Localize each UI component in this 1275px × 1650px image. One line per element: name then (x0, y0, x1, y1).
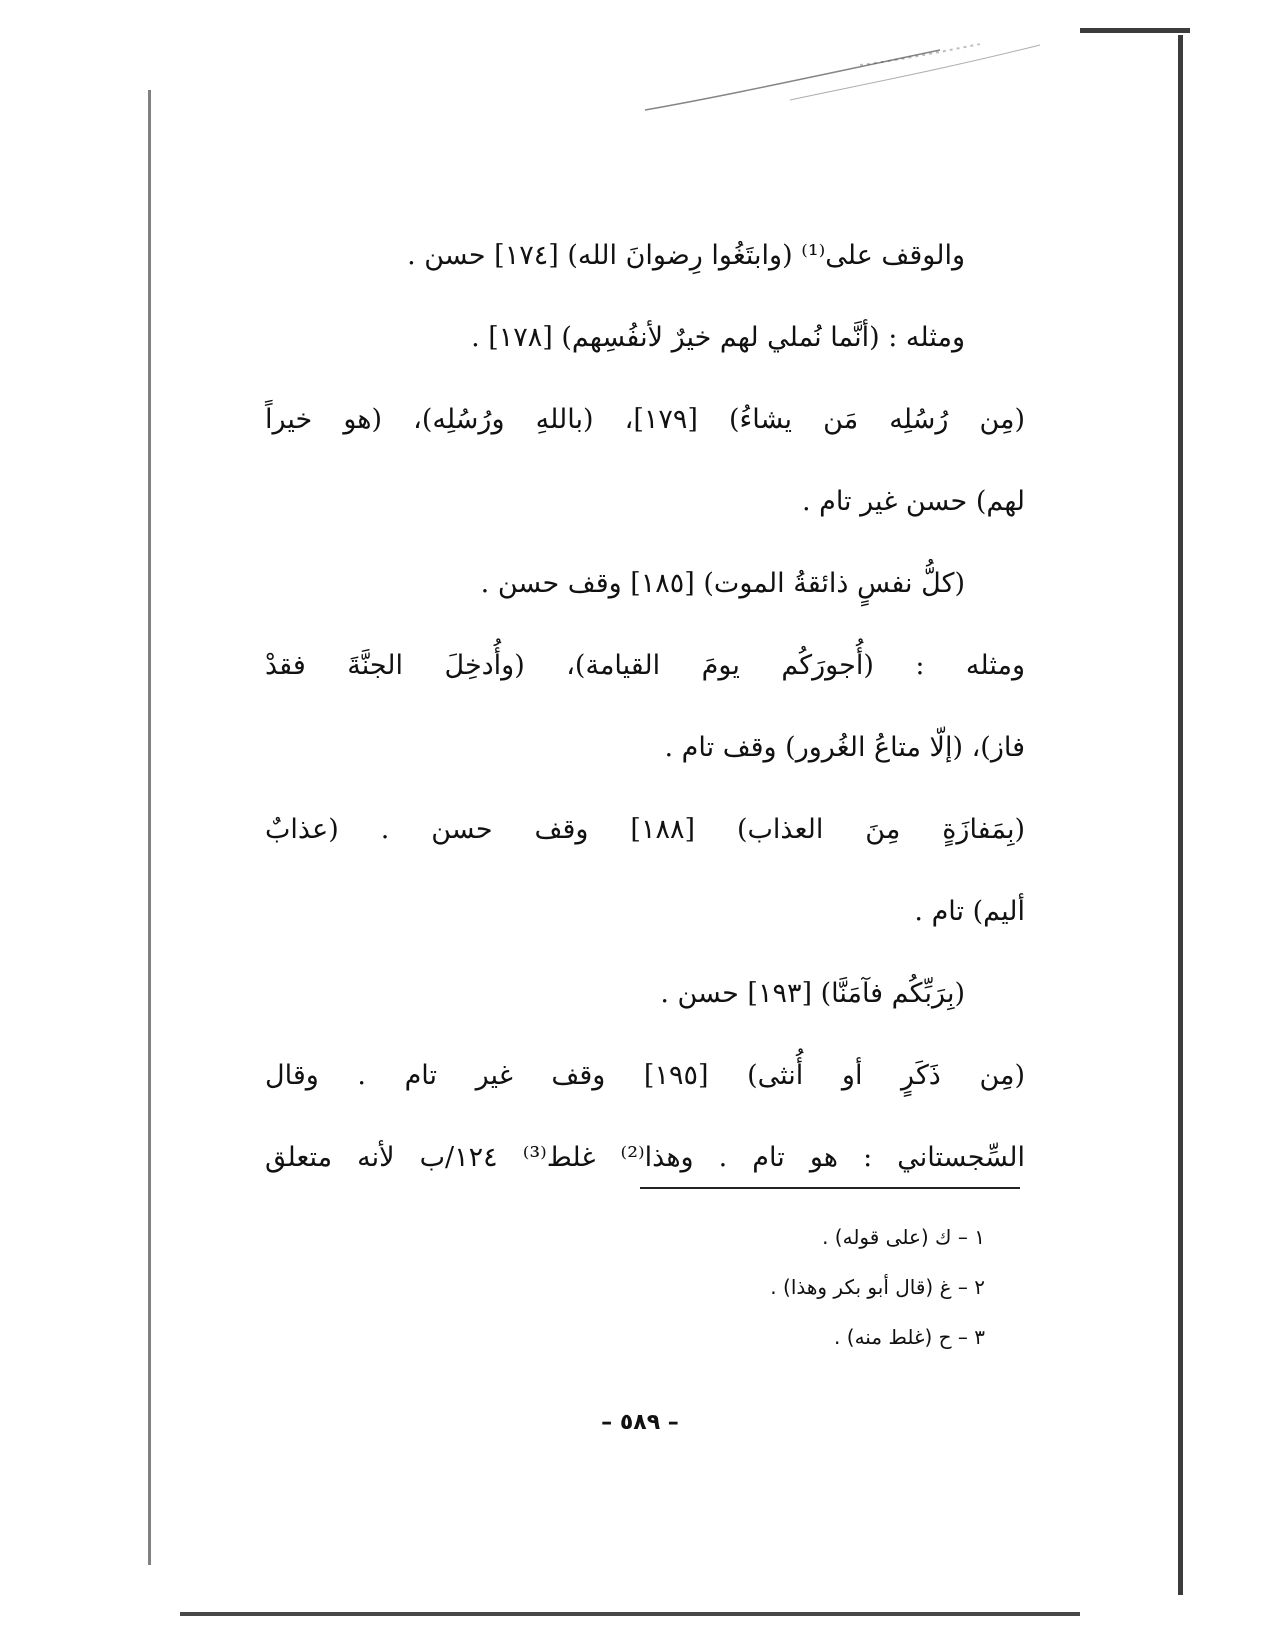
text-line: ومثله : (أنَّما نُملي لهم خيرٌ لأنفُسِهم) [١٧٨] . (471, 322, 965, 353)
scan-top-edge (1080, 28, 1190, 33)
scan-left-edge (148, 90, 151, 1565)
scan-right-edge (1178, 35, 1183, 1595)
main-text (265, 215, 1025, 1199)
text-line: (بِرَبِّكُم فآمَنَّا) [١٩٣] حسن . (660, 978, 965, 1009)
footnote-item: ٢ – غ (قال أبو بكر وهذا) . (770, 1275, 985, 1299)
text-line: (بِمَفازَةٍ مِنَ العذاب) [١٨٨] وقف حسن . (عذابٌ (265, 814, 1025, 845)
scan-scribble-marks (640, 40, 1060, 130)
text-line: فاز)، (إلّا متاعُ الغُرور) وقف تام . (664, 732, 1025, 763)
footnote-item: ٣ – ح (غلط منه) . (834, 1325, 985, 1349)
text-line: أليم) تام . (914, 896, 1025, 927)
footnote-item: ١ – ك (على قوله) . (822, 1225, 985, 1249)
footnote-divider (640, 1187, 1020, 1189)
footnotes (640, 1212, 985, 1362)
page-number: – ٥٨٩ – (601, 1410, 679, 1435)
text-line: السِّجستاني : هو تام . وهذا⁽²⁾ غلط⁽³⁾ ١٢٤/ب لأنه متعلق (265, 1142, 1025, 1173)
text-line: والوقف على⁽¹⁾ (وابتَغُوا رِضوانَ الله) [١٧٤] حسن . (407, 240, 965, 271)
text-line: (كلُّ نفسٍ ذائقةُ الموت) [١٨٥] وقف حسن . (480, 568, 965, 599)
text-line: (مِن رُسُلِه مَن يشاءُ) [١٧٩]، (باللهِ ورُسُلِه)، (هو خيراً (265, 404, 1025, 435)
text-line: لهم) حسن غير تام . (801, 486, 1025, 517)
text-line: (مِن ذَكَرٍ أو أُنثى) [١٩٥] وقف غير تام . وقال (265, 1060, 1025, 1091)
text-line: ومثله : (أُجورَكُم يومَ القيامة)، (وأُدخِلَ الجنَّةَ فقدْ (265, 650, 1025, 681)
scan-bottom-edge (180, 1612, 1080, 1616)
